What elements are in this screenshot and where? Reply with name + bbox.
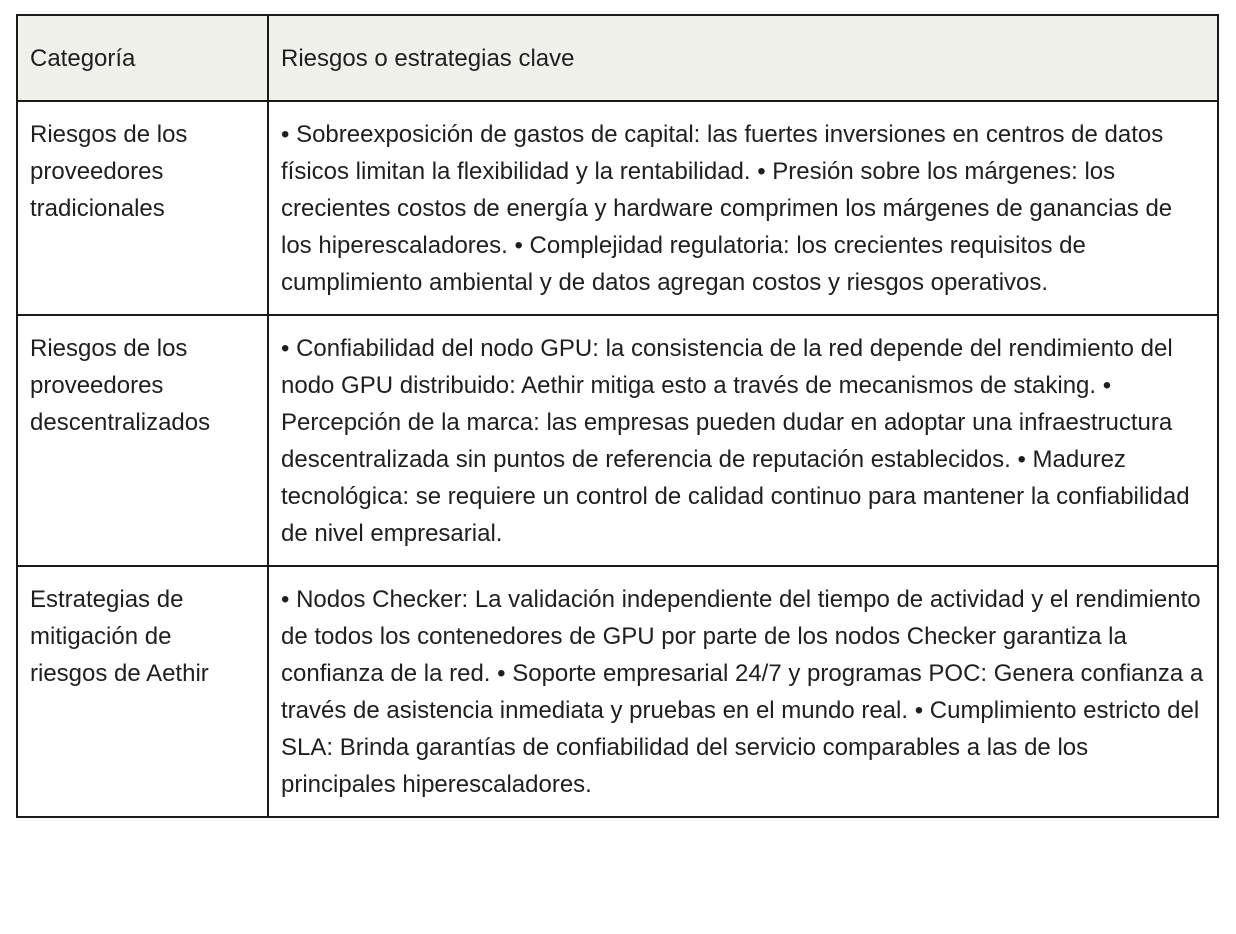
- row-category: Riesgos de los proveedores tradicionales: [17, 101, 268, 315]
- row-category: Estrategias de mitigación de riesgos de Aethir: [17, 566, 268, 817]
- header-row: [17, 15, 1218, 101]
- table-header: [17, 15, 1218, 101]
- table-body: [17, 101, 1218, 817]
- table-row: [17, 101, 1218, 315]
- header-risks-strategies: Riesgos o estrategias clave: [268, 15, 1218, 101]
- row-category: Riesgos de los proveedores descentralizados: [17, 315, 268, 566]
- row-details: • Nodos Checker: La validación independiente del tiempo de actividad y el rendimiento de todos los contenedores de GPU por parte de los nodos Checker garantiza la confianza de la red. • Soporte empresarial 24/7 y programas POC: Genera confianza a través de asistencia inmediata y pruebas en el mundo real. • Cumplimiento estricto del SLA: Brinda garantías de confiabilidad del servicio comparables a las de los principales hiperescaladores.: [268, 566, 1218, 817]
- table-row: [17, 315, 1218, 566]
- header-category: Categoría: [17, 15, 268, 101]
- row-details: • Sobreexposición de gastos de capital: las fuertes inversiones en centros de datos físicos limitan la flexibilidad y la rentabilidad. • Presión sobre los márgenes: los crecientes costos de energía y hardware comprimen los márgenes de ganancias de los hiperescaladores. • Complejidad regulatoria: los crecientes requisitos de cumplimiento ambiental y de datos agregan costos y riesgos operativos.: [268, 101, 1218, 315]
- row-details: • Confiabilidad del nodo GPU: la consistencia de la red depende del rendimiento del nodo GPU distribuido: Aethir mitiga esto a través de mecanismos de staking. • Percepción de la marca: las empresas pueden dudar en adoptar una infraestructura descentralizada sin puntos de referencia de reputación establecidos. • Madurez tecnológica: se requiere un control de calidad continuo para mantener la confiabilidad de nivel empresarial.: [268, 315, 1218, 566]
- risk-strategy-table: [16, 14, 1219, 818]
- table-row: [17, 566, 1218, 817]
